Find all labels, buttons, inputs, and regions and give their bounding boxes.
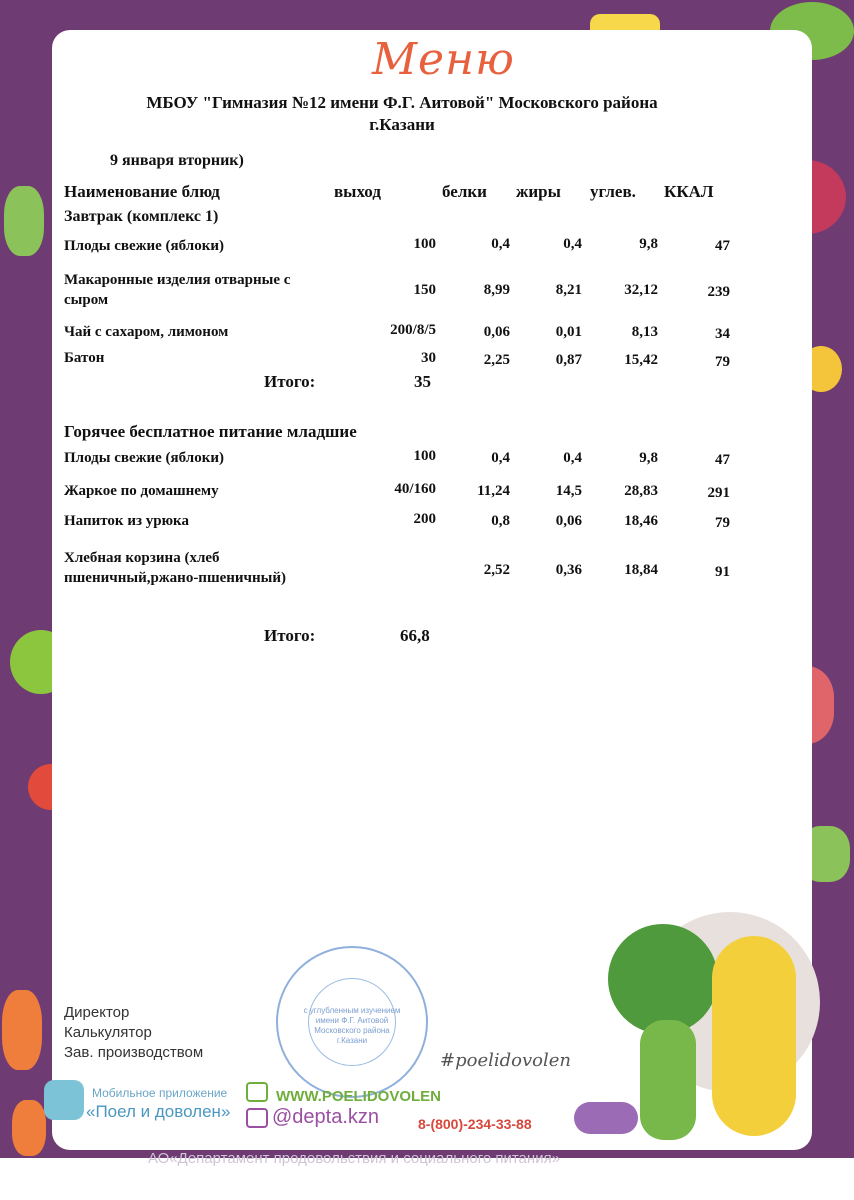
official-stamp [276,946,428,1098]
website-link[interactable]: WWW.POELIDOVOLEN [276,1088,441,1105]
broccoli-icon [608,924,718,1034]
www-icon [246,1082,268,1102]
dish-fats: 0,06 [555,513,582,529]
dish-output: 100 [413,236,436,252]
instagram-handle[interactable]: @depta.kzn [272,1106,380,1128]
dish-output: 200 [413,511,436,527]
menu-date: 9 января вторник) [110,152,244,169]
dish-name: Чай с сахаром, лимоном [64,324,229,340]
dish-carbs: 9,8 [639,236,658,252]
dish-carbs: 28,83 [624,483,658,499]
carrot-icon [12,1100,46,1156]
app-name: «Поел и доволен» [86,1102,231,1121]
phone-number[interactable]: 8-(800)-234-33-88 [418,1116,532,1132]
total-label: Итого: [264,372,316,391]
dish-kcal: 47 [715,452,730,468]
dish-proteins: 11,24 [477,483,510,499]
section-breakfast: Завтрак (комплекс 1) [64,208,219,225]
instagram-icon [246,1108,268,1128]
app-caption: Мобильное приложение [92,1086,228,1100]
dish-proteins: 2,52 [483,562,510,578]
dish-name: Жаркое по домашнему [64,483,219,499]
dish-kcal: 291 [707,485,730,501]
school-name [92,92,712,136]
dish-proteins: 8,99 [483,282,510,298]
dish-output: 40/160 [394,481,436,497]
dish-output: 200/8/5 [390,322,436,338]
total-value: 35 [414,372,431,391]
dish-name: Батон [64,350,105,366]
dish-proteins: 2,25 [483,352,510,368]
dish-output: 30 [421,350,436,366]
dish-proteins: 0,4 [491,450,510,466]
signature-calculator: Калькулятор [64,1024,152,1041]
dish-carbs: 15,42 [624,352,658,368]
dish-carbs: 32,12 [624,282,658,298]
dish-fats: 14,5 [555,483,582,499]
candy-icon [574,1102,638,1134]
hashtag: #poelidovolen [440,1050,571,1071]
carrot-icon [2,990,42,1070]
dish-kcal: 34 [715,326,730,342]
leaf-icon [4,186,44,256]
dish-fats: 0,4 [563,450,582,466]
section-hot-meals: Горячее бесплатное питание младшие [64,422,357,441]
signature-production-head: Зав. производством [64,1044,204,1061]
dish-kcal: 79 [715,354,730,370]
dish-fats: 0,01 [555,324,582,340]
footer-organization: АО«Департамент продовольствия и социального питания» [148,1150,561,1167]
app-thumbs-up-icon [44,1080,84,1120]
stamp-text: с углубленным изучением имени Ф.Г. Аитовой Московского района г.Казани [303,1006,401,1045]
dish-name: Плоды свежие (яблоки) [64,238,224,254]
dish-output: 100 [413,448,436,464]
total-label: Итого: [264,626,316,645]
header-fats: жиры [516,182,561,201]
dish-proteins: 0,4 [491,236,510,252]
signature-director: Директор [64,1004,130,1021]
header-output: выход [334,182,381,201]
dish-kcal: 47 [715,238,730,254]
header-kcal: ККАЛ [664,182,714,201]
dish-name: Напиток из урюка [64,513,189,529]
dish-carbs: 18,46 [624,513,658,529]
dish-name: Плоды свежие (яблоки) [64,450,224,466]
total-value: 66,8 [400,626,430,645]
dish-name: Хлебная корзина (хлеб пшеничный,ржано-пшеничный) [64,550,287,586]
dish-carbs: 8,13 [631,324,658,340]
school-line-1: МБОУ "Гимназия №12 имени Ф.Г. Аитовой" Московского района [146,93,658,112]
dish-fats: 0,36 [555,562,582,578]
header-carbs: углев. [590,182,636,201]
dish-name: Макаронные изделия отварные с сыром [64,272,291,308]
dish-fats: 8,21 [555,282,582,298]
dish-kcal: 239 [707,284,730,300]
banana-icon [712,936,796,1136]
dish-fats: 0,4 [563,236,582,252]
menu-title: Меню [372,34,515,85]
dish-kcal: 91 [715,564,730,580]
dish-carbs: 18,84 [624,562,658,578]
dish-proteins: 0,8 [491,513,510,529]
dish-proteins: 0,06 [483,324,510,340]
header-proteins: белки [442,182,487,201]
dish-kcal: 79 [715,515,730,531]
school-line-2: г.Казани [369,115,435,134]
dish-carbs: 9,8 [639,450,658,466]
broccoli-stem-icon [640,1020,696,1140]
header-dish-name: Наименование блюд [64,182,220,201]
dish-output: 150 [413,282,436,298]
dish-fats: 0,87 [555,352,582,368]
